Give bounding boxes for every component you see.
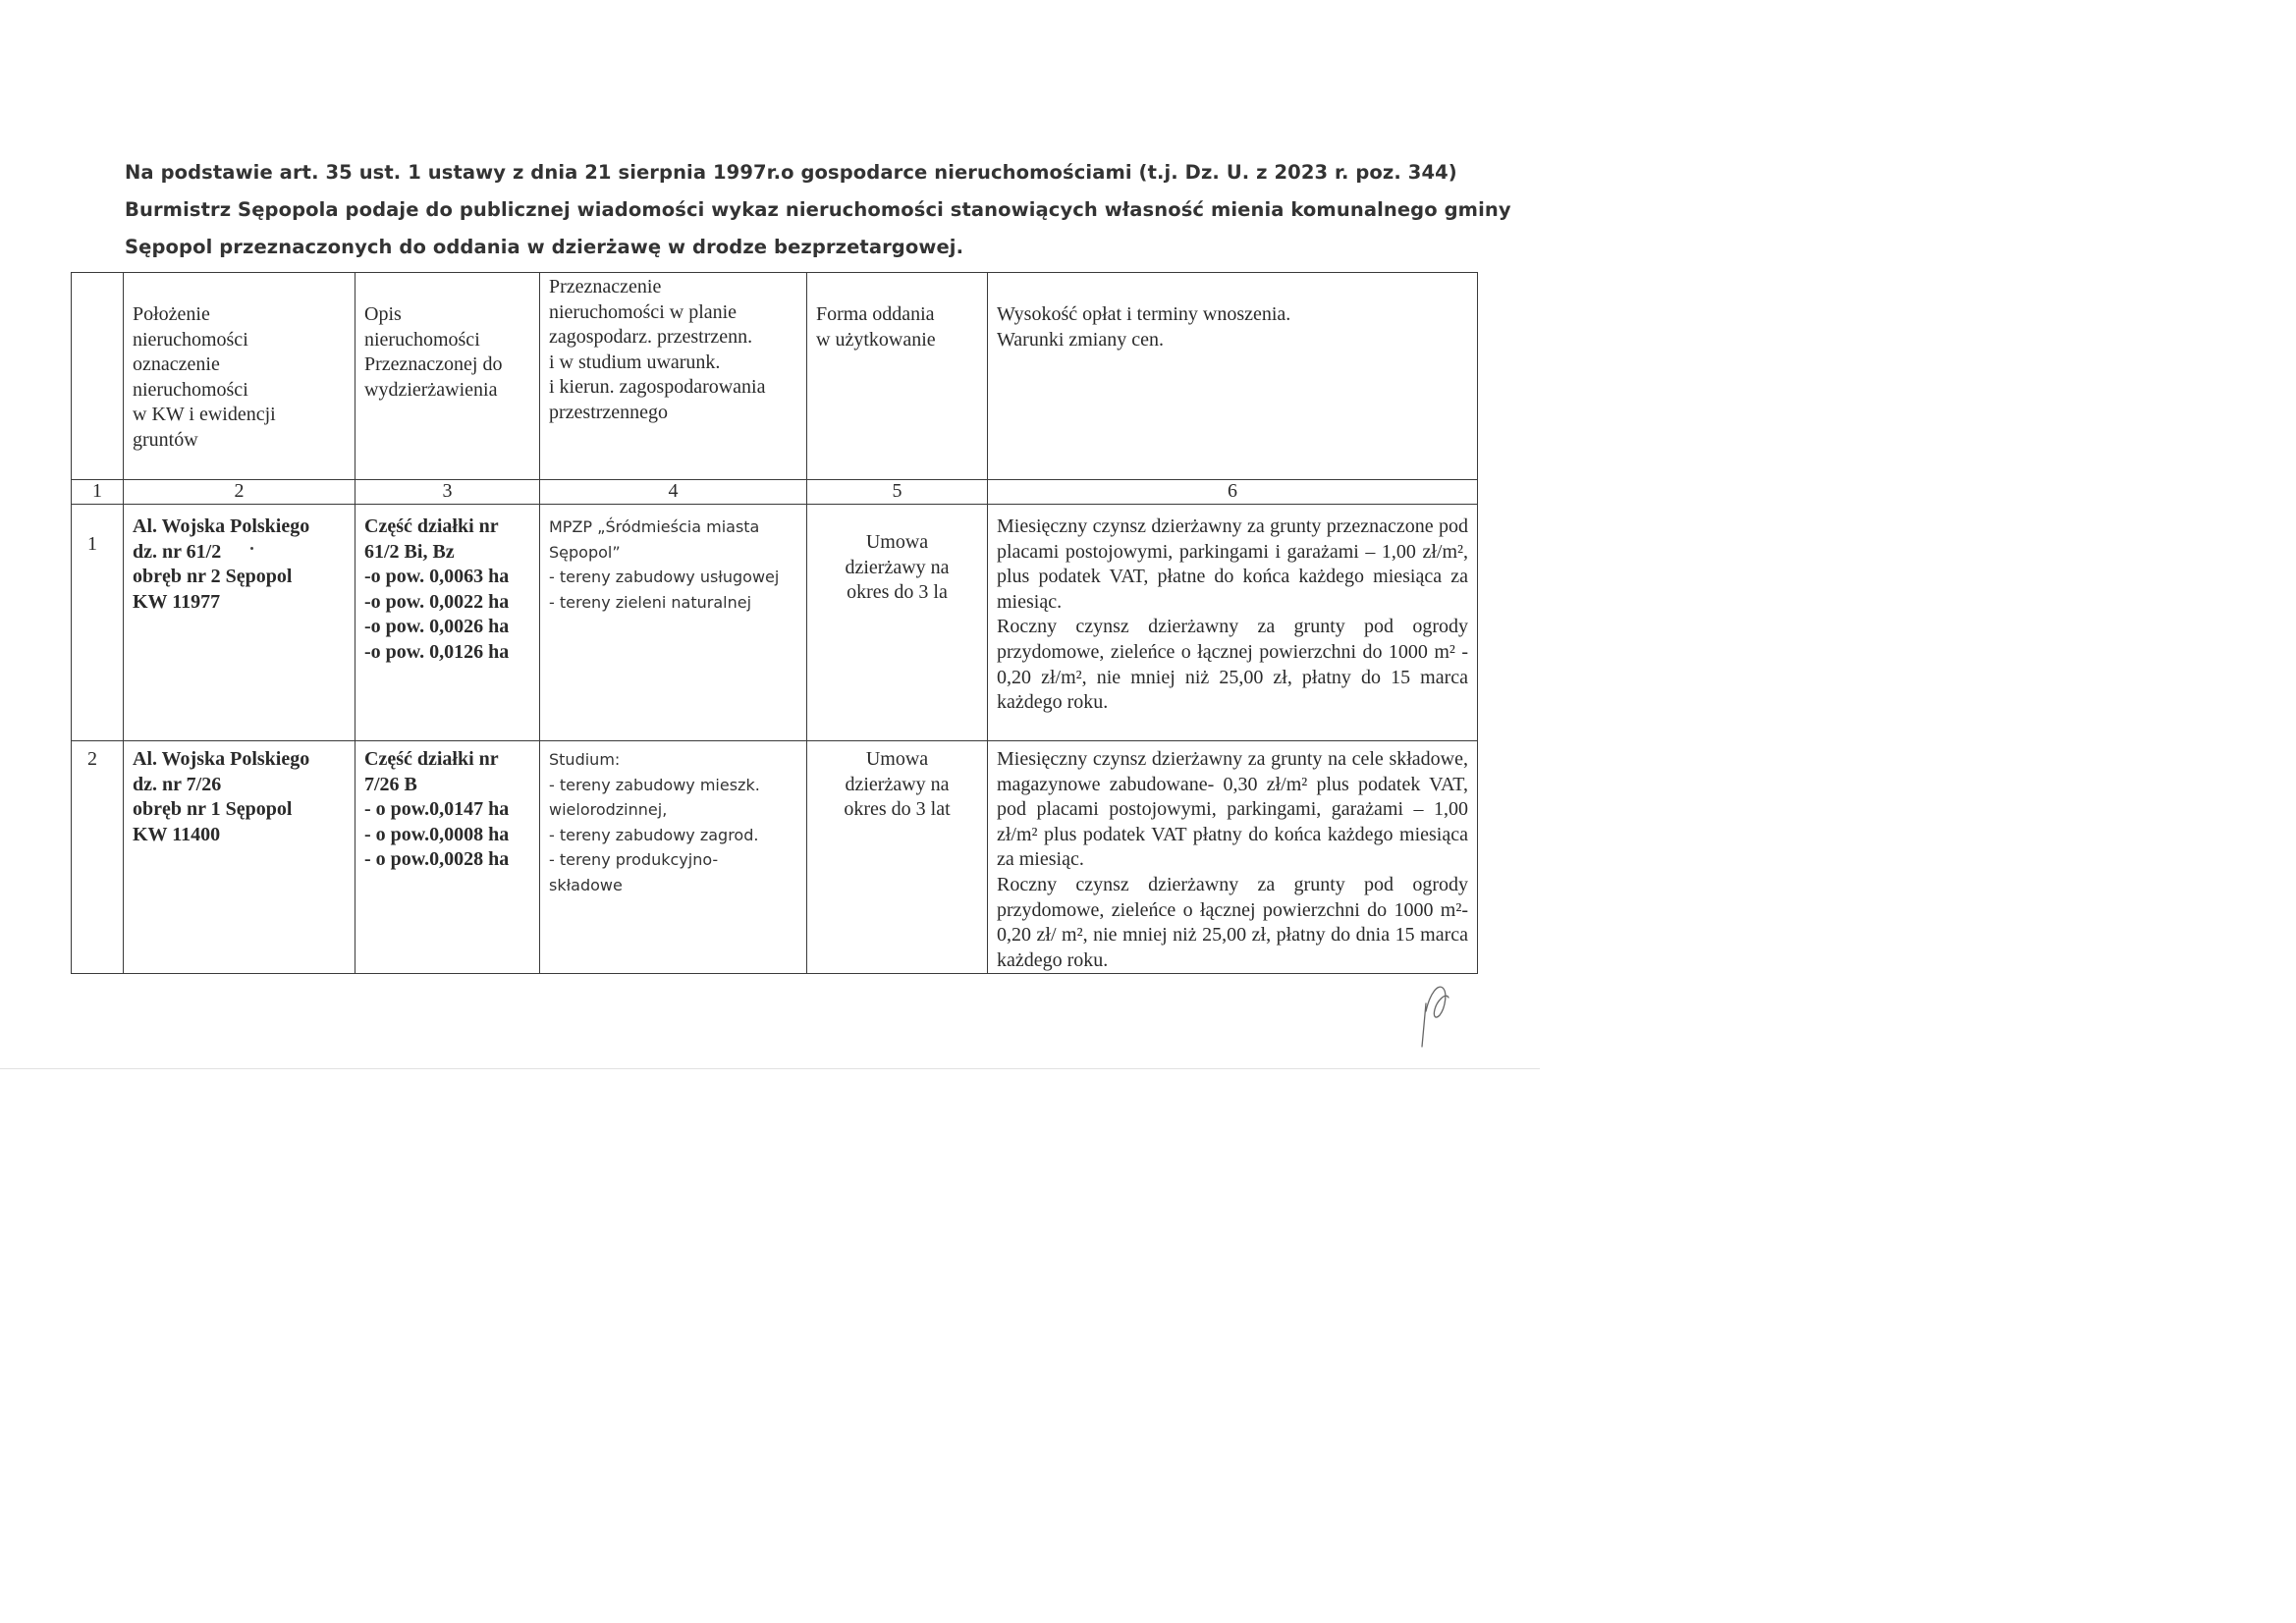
header-cell-description — [355, 273, 540, 480]
description-line: - o pow.0,0008 ha — [364, 823, 510, 845]
purpose-cell — [540, 741, 807, 974]
description-line: - o pow.0,0028 ha — [364, 848, 510, 871]
header-cell-fees — [988, 273, 1478, 480]
location-line: dz. nr 7/26 — [133, 773, 222, 795]
column-number: 1 — [72, 480, 124, 505]
header-text: nieruchomości — [133, 378, 248, 401]
description-line: 7/26 B — [364, 773, 417, 795]
location-line: obręb nr 1 Sępopol — [133, 798, 293, 821]
table-row — [72, 505, 1478, 741]
fees-paragraph: Miesięczny czynsz dzierżawny za grunty przeznaczone pod placami postojowymi, parkingami i garażami – 1,00 zł/m², plus podatek VAT, płatne do końca każdego miesiąca za miesiąc. — [997, 515, 1468, 613]
location-line: Al. Wojska Polskiego — [133, 515, 310, 537]
description-line: -o pow. 0,0022 ha — [364, 590, 510, 613]
location-line: obręb nr 2 Sępopol — [133, 566, 293, 588]
form-line: dzierżawy na — [845, 556, 950, 578]
header-text: przestrzennego — [549, 401, 669, 423]
form-line: Umowa — [865, 748, 929, 770]
header-text: nieruchomości — [133, 328, 248, 351]
fees-paragraph: Miesięczny czynsz dzierżawny za grunty na cele składowe, magazynowe zabudowane- 0,30 zł/m² plus podatek VAT, pod placami postojowymi, parkingami, garażami – 1,00 zł/m² plus podatek VAT płatny do końca każdego miesiąca za miesiąc. — [997, 748, 1468, 871]
fees-cell — [988, 505, 1478, 741]
form-line: Umowa — [865, 531, 929, 553]
column-number: 6 — [988, 480, 1478, 505]
column-number: 4 — [540, 480, 807, 505]
description-line: 61/2 Bi, Bz — [364, 540, 455, 563]
purpose-line: MPZP „Śródmieścia miasta — [549, 517, 760, 536]
header-text: oznaczenie — [133, 353, 220, 376]
column-number: 5 — [807, 480, 988, 505]
form-line: okres do 3 la — [847, 581, 948, 604]
fees-cell — [988, 741, 1478, 974]
header-cell-location — [124, 273, 355, 480]
purpose-cell — [540, 505, 807, 741]
header-text: Forma oddania — [816, 303, 935, 325]
header-text: nieruchomości w planie — [549, 300, 738, 323]
location-cell — [124, 505, 355, 741]
header-text: Przeznaczonej do — [364, 353, 503, 376]
purpose-line: - tereny zabudowy mieszk. — [549, 775, 760, 794]
header-text: i w studium uwarunk. — [549, 351, 721, 373]
property-table — [71, 272, 1478, 974]
description-line: -o pow. 0,0026 ha — [364, 616, 510, 638]
document-header — [125, 154, 1511, 266]
form-line: dzierżawy na — [845, 773, 950, 795]
header-text: i kierun. zagospodarowania — [549, 376, 766, 399]
location-line-wrap — [133, 540, 346, 566]
table-row — [72, 741, 1478, 974]
form-cell — [807, 505, 988, 741]
header-text: Wysokość opłat i terminy wnoszenia. — [997, 303, 1291, 325]
header-text: Położenie — [133, 303, 210, 325]
location-cell — [124, 741, 355, 974]
header-line-2: Burmistrz Sępopola podaje do publicznej wiadomości wykaz nieruchomości stanowiących własność mienia komunalnego gminy — [125, 198, 1511, 221]
column-number-row — [72, 480, 1478, 505]
header-text: w KW i ewidencji — [133, 404, 276, 426]
purpose-line: wielorodzinnej, — [549, 800, 668, 819]
handwritten-initials-mark — [1416, 982, 1461, 1051]
column-number: 3 — [355, 480, 540, 505]
description-line: -o pow. 0,0063 ha — [364, 566, 510, 588]
description-cell — [355, 741, 540, 974]
purpose-line: Sępopol” — [549, 542, 621, 562]
header-text: zagospodarz. przestrzenn. — [549, 326, 753, 349]
stray-dot-mark — [250, 547, 253, 550]
purpose-line: - tereny zieleni naturalnej — [549, 592, 752, 612]
header-cell-purpose — [540, 273, 807, 480]
row-index — [72, 505, 124, 741]
description-line: - o pow.0,0147 ha — [364, 798, 510, 821]
location-line: dz. nr 61/2 — [133, 540, 222, 563]
description-line: Część działki nr — [364, 748, 499, 770]
purpose-line: Studium: — [549, 750, 621, 769]
header-line-1: Na podstawie art. 35 ust. 1 ustawy z dnia 21 sierpnia 1997r.o gospodarce nieruchomościami (t.j. Dz. U. z 2023 r. poz. 344) — [125, 161, 1457, 184]
form-cell — [807, 741, 988, 974]
header-cell-index — [72, 273, 124, 480]
location-line: KW 11400 — [133, 823, 221, 845]
description-line: -o pow. 0,0126 ha — [364, 640, 510, 663]
row-index-text: 2 — [87, 748, 97, 770]
purpose-line: - tereny zabudowy zagrod. — [549, 825, 759, 844]
form-line: okres do 3 lat — [844, 798, 951, 821]
header-line-3: Sępopol przeznaczonych do oddania w dzierżawę w drodze bezprzetargowej. — [125, 236, 964, 258]
header-text: nieruchomości — [364, 328, 480, 351]
header-text: w użytkowanie — [816, 328, 936, 351]
header-text: Opis — [364, 303, 402, 325]
header-cell-form — [807, 273, 988, 480]
page-edge-line — [0, 1068, 1540, 1069]
location-line: KW 11977 — [133, 590, 221, 613]
purpose-line: - tereny zabudowy usługowej — [549, 568, 780, 586]
header-text: Przeznaczenie — [549, 276, 662, 298]
description-cell — [355, 505, 540, 741]
location-line: Al. Wojska Polskiego — [133, 748, 310, 770]
header-text: gruntów — [133, 428, 198, 451]
row-index-text: 1 — [87, 533, 97, 555]
column-number: 2 — [124, 480, 355, 505]
fees-paragraph: Roczny czynsz dzierżawny za grunty pod ogrody przydomowe, zieleńce o łącznej powierzchni do 1000 m² - 0,20 zł/m², nie mniej niż 25,00 zł, płatny do 15 marca każdego roku. — [997, 616, 1468, 714]
description-line: Część działki nr — [364, 515, 499, 537]
row-index — [72, 741, 124, 974]
header-text: Warunki zmiany cen. — [997, 328, 1164, 351]
purpose-line: składowe — [549, 875, 623, 894]
header-text: wydzierżawienia — [364, 378, 498, 401]
purpose-line: - tereny produkcyjno- — [549, 850, 719, 869]
table-header-row — [72, 273, 1478, 480]
fees-paragraph: Roczny czynsz dzierżawny za grunty pod ogrody przydomowe, zieleńce o łącznej powierzchni do 1000 m²- 0,20 zł/ m², nie mniej niż 25,00 zł, płatny do dnia 15 marca każdego roku. — [997, 873, 1468, 971]
